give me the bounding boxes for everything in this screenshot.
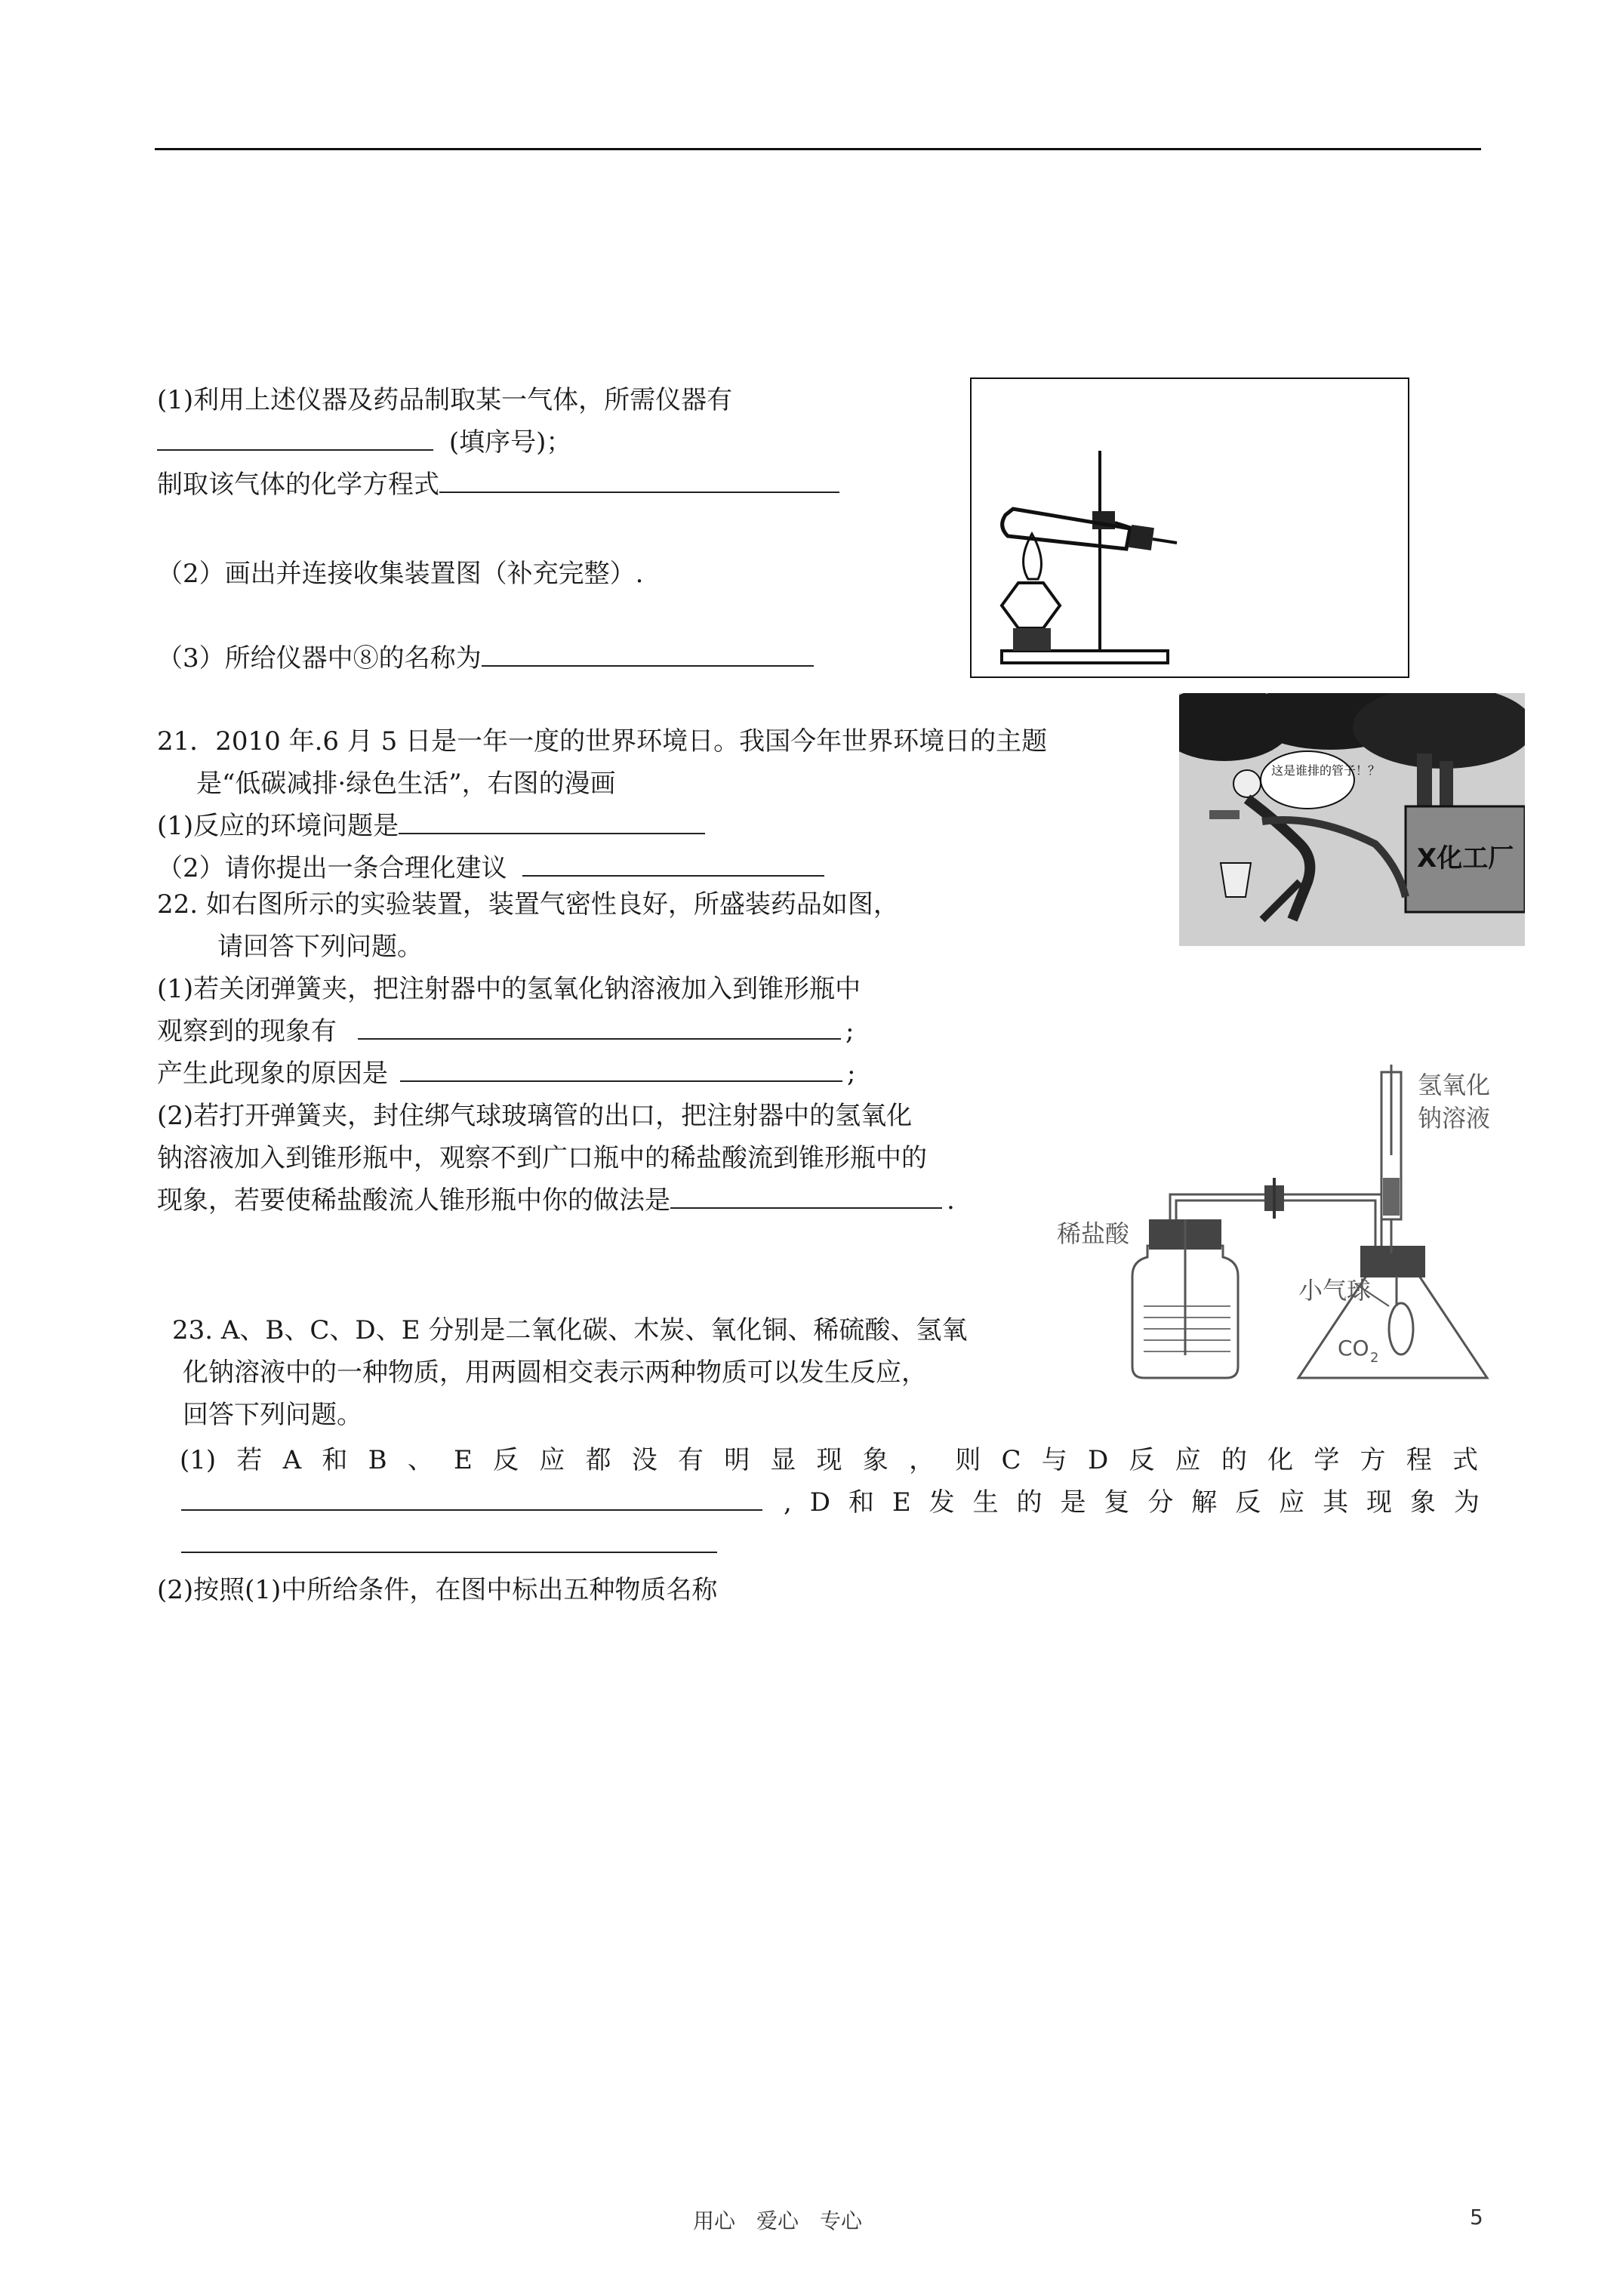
instrument-name-prompt: （3）所给仪器中⑧的名称为 [157,643,482,673]
word: (1) [180,1445,217,1475]
gas-experiment-figure [1049,1057,1525,1389]
q22-part1-line3 [157,1057,855,1090]
q20-part1-line1: (1)利用上述仪器及药品制取某一气体，所需仪器有 [157,385,733,415]
q22-line2: 请回答下列问题。 [217,932,423,962]
q20-part1-line3 [157,468,839,501]
phenomenon-answer-blank[interactable] [181,1529,717,1553]
co2-label: CO [1338,1336,1369,1361]
word: E [454,1445,473,1475]
header-rule [155,148,1481,150]
q21-line1: 21．2010 年.6 月 5 日是一年一度的世界环境日。我国今年世界环境日的主题 [157,726,1048,757]
word: 反 [1129,1445,1155,1475]
q22-part2-line1: (2)若打开弹簧夹，封住绑气球玻璃管的出口，把注射器中的氢氧化 [157,1101,913,1131]
word: 学 [1313,1445,1340,1475]
word-group [784,1486,1480,1519]
word: D [809,1487,831,1518]
word: 是 [1060,1487,1086,1518]
test-tube-heating-diagram [972,379,1408,676]
balloon-label: 小气球 [1298,1276,1372,1305]
word: 应 [539,1445,565,1475]
word: 程 [1406,1445,1432,1475]
answer-blank[interactable] [522,852,824,877]
word: ， [909,1445,935,1475]
word: 象 [1409,1487,1436,1518]
word: 化 [1267,1445,1294,1475]
word: 方 [1360,1445,1386,1475]
word: A [282,1445,302,1475]
hcl-label: 稀盐酸 [1057,1219,1130,1248]
word: 发 [929,1487,955,1518]
answer-blank[interactable] [400,1058,842,1082]
word: B [368,1445,387,1475]
word: 若 [236,1445,263,1475]
word: D [1087,1445,1109,1475]
q23-part2: (2)按照(1)中所给条件，在图中标出五种物质名称 [157,1575,718,1605]
q22-part2-line2: 钠溶液加入到锥形瓶中，观察不到广口瓶中的稀盐酸流到锥形瓶中的 [157,1143,927,1173]
method-prompt: 现象，若要使稀盐酸流人锥形瓶中你的做法是 [157,1185,670,1216]
answer-blank[interactable] [157,427,433,451]
word: 象 [862,1445,888,1475]
word: 和 [322,1445,348,1475]
word: 和 [848,1487,874,1518]
reason-prompt: 产生此现象的原因是 [157,1059,388,1089]
answer-blank[interactable] [482,643,814,667]
word: E [892,1487,911,1518]
period: . [947,1185,955,1216]
co2-subscript: 2 [1370,1350,1379,1366]
q21-part2 [157,852,824,885]
equation-answer-blank[interactable] [181,1487,762,1511]
q23-part1-line2 [181,1486,1480,1519]
experiment-diagram [1049,1057,1525,1389]
q23-line1: 23. A、B、C、D、E 分别是二氧化碳、木炭、氧化铜、稀硫酸、氢氧 [172,1315,968,1345]
equation-prompt: 制取该气体的化学方程式 [157,470,439,500]
naoh-label-line1: 氢氧化 [1418,1071,1491,1099]
word: , [784,1487,792,1518]
q22-part1-line1: (1)若关闭弹簧夹，把注射器中的氢氧化钠溶液加入到锥形瓶中 [157,974,861,1004]
word: C [1001,1445,1021,1475]
word: 复 [1104,1487,1130,1518]
q23-line3: 回答下列问题。 [183,1400,362,1430]
answer-blank[interactable] [670,1185,942,1209]
q20-part3 [157,642,814,675]
q20-part1-line2 [157,426,571,459]
word: 解 [1191,1487,1218,1518]
page-number: 5 [1470,2205,1483,2230]
word: 、 [407,1445,433,1475]
semicolon: ; [847,1059,856,1089]
cartoon-drawing [1179,693,1525,946]
pollution-cartoon [1179,693,1525,946]
word: 其 [1323,1487,1349,1518]
word: 生 [972,1487,999,1518]
answer-blank[interactable] [439,469,839,493]
env-problem-prompt: (1)反应的环境问题是 [157,811,399,841]
word: 应 [1175,1445,1201,1475]
speech-bubble-text: 这是谁排的管子！？ [1271,763,1381,778]
word: 有 [677,1445,704,1475]
answer-blank[interactable] [399,810,705,834]
q20-part2: （2）画出并连接收集装置图（补充完整）. [157,559,644,589]
q21-line2: 是“低碳减排·绿色生活”，右图的漫画 [196,769,616,799]
q22-part2-line3 [157,1184,955,1217]
heating-apparatus-figure [970,378,1409,678]
word: 的 [1016,1487,1042,1518]
q23-line2: 化钠溶液中的一种物质，用两圆相交表示两种物质可以发生反应， [183,1358,927,1388]
semicolon: ; [845,1016,855,1046]
answer-blank[interactable] [358,1015,841,1040]
word: 都 [585,1445,611,1475]
word: 反 [493,1445,519,1475]
word: 现 [1366,1487,1393,1518]
word: 分 [1147,1487,1174,1518]
word: 为 [1453,1487,1480,1518]
word: 式 [1452,1445,1478,1475]
factory-label: X化工厂 [1417,843,1514,874]
q23-part1-line3 [181,1528,717,1561]
word: 的 [1221,1445,1247,1475]
naoh-label-line2: 钠溶液 [1418,1104,1491,1133]
q22-line1: 22. 如右图所示的实验装置，装置气密性良好，所盛装药品如图， [157,889,899,920]
word: 明 [724,1445,750,1475]
footer-motto: 用心 爱心 专心 [693,2208,863,2233]
q23-part1-line1 [180,1444,1478,1477]
word: 现 [816,1445,842,1475]
word: 应 [1279,1487,1305,1518]
fill-number-hint: (填序号)； [448,427,572,458]
word: 则 [955,1445,981,1475]
observation-prompt: 观察到的现象有 [157,1016,337,1046]
suggestion-prompt: （2）请你提出一条合理化建议 [157,853,507,883]
word: 显 [770,1445,796,1475]
word: 与 [1041,1445,1067,1475]
word: 反 [1235,1487,1261,1518]
word: 没 [631,1445,658,1475]
q21-part1 [157,809,705,843]
q22-part1-line2 [157,1015,854,1048]
